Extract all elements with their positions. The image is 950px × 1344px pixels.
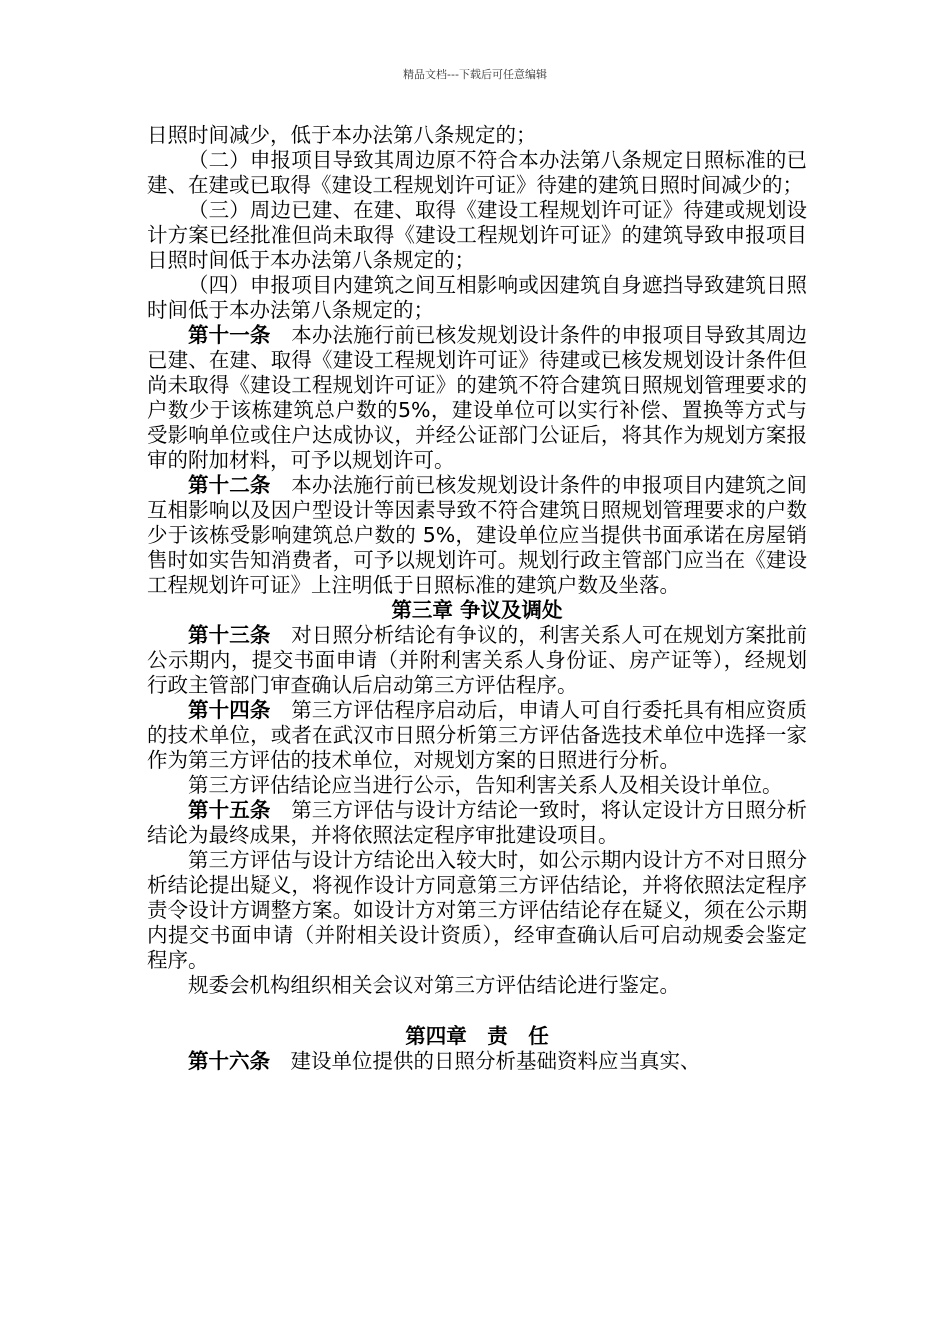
paragraph: （三）周边已建、在建、取得《建设工程规划许可证》待建或规划设计方案已经批准但尚未取得《建设工程规划许可证》的建筑导致申报项目日照时间低于本办法第八条规定的； — [147, 198, 807, 272]
article-title: 第十二条 — [188, 473, 271, 497]
article-16 — [147, 1049, 807, 1074]
article-text: 建设单位提供的日照分析基础资料应当真实、 — [290, 1049, 701, 1073]
paragraph: 第三方评估与设计方结论出入较大时，如公示期内设计方不对日照分析结论提出疑义，将视作设计方同意第三方评估结论，并将依照法定程序责令设计方调整方案。如设计方对第三方评估结论存在疑义，须在公示期内提交书面申请（并附相关设计资质），经审查确认后可启动规委会鉴定程序。 — [147, 848, 807, 972]
article-text: 对日照分析结论有争议的，利害关系人可在规划方案批前公示期内，提交书面申请（并附利害关系人身份证、房产证等），经规划行政主管部门审查确认后启动第三方评估程序。 — [147, 623, 808, 697]
chapter-heading: 第四章 责 任 — [405, 1024, 549, 1048]
article-text: 第三方评估与设计方结论一致时，将认定设计方日照分析结论为最终成果，并将依照法定程序审批建设项目。 — [147, 798, 808, 847]
article-14 — [147, 698, 807, 773]
article-title: 第十三条 — [188, 623, 271, 647]
spacer — [147, 998, 807, 1024]
article-text: 第三方评估程序启动后，申请人可自行委托具有相应资质的技术单位，或者在武汉市日照分析第三方评估备选技术单位中选择一家作为第三方评估的技术单位，对规划方案的日照进行分析。 — [147, 698, 808, 772]
article-title: 第十六条 — [188, 1049, 270, 1073]
document-body — [147, 123, 807, 1074]
article-13 — [147, 623, 807, 698]
article-12 — [147, 473, 807, 598]
article-title: 第十四条 — [188, 698, 271, 722]
paragraph: （二）申报项目导致其周边原不符合本办法第八条规定日照标准的已建、在建或已取得《建设工程规划许可证》待建的建筑日照时间减少的； — [147, 148, 807, 197]
paragraph: （四）申报项目内建筑之间互相影响或因建筑自身遮挡导致建筑日照时间低于本办法第八条规定的； — [147, 273, 807, 322]
article-text: 本办法施行前已核发规划设计条件的申报项目导致其周边已建、在建、取得《建设工程规划许可证》待建或已核发规划设计条件但尚未取得《建设工程规划许可证》的建筑不符合建筑日照规划管理要求的户数少于该栋建筑总户数的5%，建设单位可以实行补偿、置换等方式与受影响单位或住户达成协议，并经公证部门公证后，将其作为规划方案报审的附加材料，可予以规划许可。 — [147, 323, 808, 472]
article-text: 本办法施行前已核发规划设计条件的申报项目内建筑之间互相影响以及因户型设计等因素导致不符合建筑日照规划管理要求的户数少于该栋受影响建筑总户数的 5%，建设单位应当提供书面承诺在房屋销售时如实告知消费者，可予以规划许可。规划行政主管部门应当在《建设工程规划许可证》上注明低于日照标准的建筑户数及坐落。 — [147, 473, 808, 597]
paragraph: 日照时间减少，低于本办法第八条规定的； — [147, 123, 537, 147]
page-header: 精品文档---下载后可任意编辑 — [403, 68, 547, 81]
article-title: 第十一条 — [188, 323, 271, 347]
article-11 — [147, 323, 807, 473]
paragraph: 规委会机构组织相关会议对第三方评估结论进行鉴定。 — [188, 973, 680, 997]
paragraph: 第三方评估结论应当进行公示，告知利害关系人及相关设计单位。 — [188, 773, 783, 797]
article-15 — [147, 798, 807, 848]
article-title: 第十五条 — [188, 798, 271, 822]
chapter-heading: 第三章 争议及调处 — [391, 598, 563, 622]
